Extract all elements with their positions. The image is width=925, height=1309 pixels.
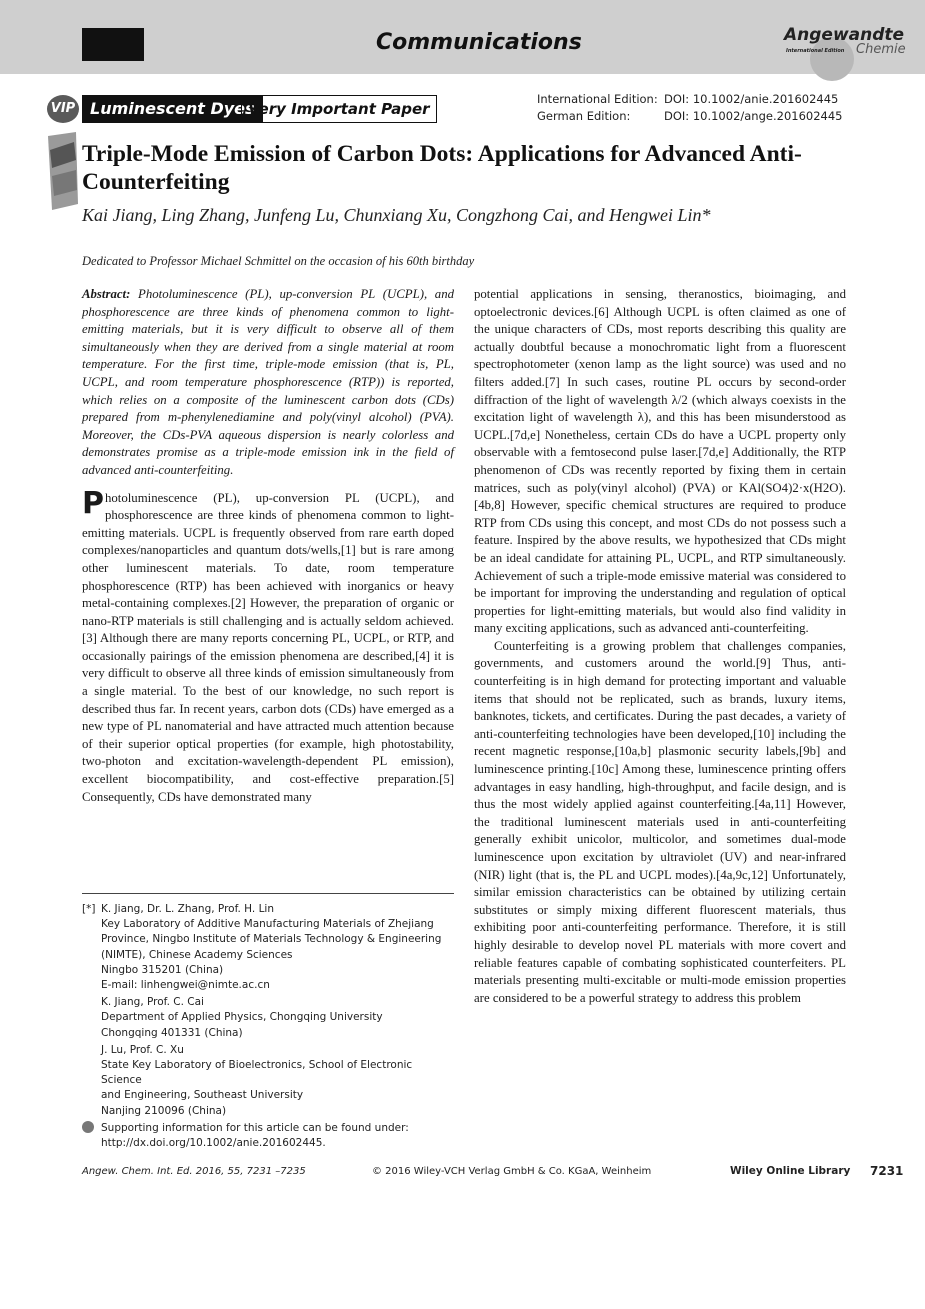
affiliation-line: K. Jiang, Prof. C. Cai bbox=[101, 996, 204, 1009]
affiliation-3 bbox=[101, 1043, 454, 1119]
category-tag: Luminescent Dyes bbox=[82, 95, 263, 123]
dedication: Dedicated to Professor Michael Schmittel on the occasion of his 60th birthday bbox=[82, 254, 475, 268]
affiliation-line: Province, Ningbo Institute of Materials Technology & Engineering bbox=[101, 933, 442, 946]
affiliation-line: J. Lu, Prof. C. Xu bbox=[101, 1043, 184, 1056]
doi-intl-value[interactable]: DOI: 10.1002/anie.201602445 bbox=[664, 92, 839, 106]
abstract-text: Photoluminescence (PL), up-conversion PL (UCPL), and phosphorescence are three kinds of phenomena common to light-emitting materials, but it is very difficult to observe all of them simultaneously when they are derived from a single material at room temperature. For the first time, triple-mode emission (that is, PL, UCPL, and room temperature phosphorescence (RTP)) is reported, which relies on a composite of the luminescent carbon dots (CDs) prepared from m-phenylenediamine and poly(vinyl alcohol) (PVA). Moreover, the CDs-PVA aqueous dispersion is nearly colorless and demonstrates promise as a triple-mode emission ink in the field of advanced anti-counterfeiting. bbox=[82, 287, 455, 477]
vip-label-tag: Very Important Paper bbox=[241, 95, 437, 123]
vip-badge: VIP bbox=[47, 95, 79, 123]
page-number: 7231 bbox=[870, 1164, 904, 1178]
abstract bbox=[82, 286, 454, 480]
header-band bbox=[0, 0, 925, 74]
abstract-label: Abstract: bbox=[82, 287, 131, 301]
paper-title: Triple-Mode Emission of Carbon Dots: Applications for Advanced Anti-Counterfeiting bbox=[82, 141, 802, 195]
affiliation-line: K. Jiang, Dr. L. Zhang, Prof. H. Lin bbox=[101, 903, 274, 915]
article-mark-icon bbox=[44, 130, 80, 214]
affiliation-1 bbox=[101, 902, 454, 993]
affiliation-line: and Engineering, Southeast University bbox=[101, 1089, 304, 1102]
affiliation-2 bbox=[101, 995, 454, 1041]
supporting-info-icon bbox=[82, 1121, 94, 1133]
drop-cap: P bbox=[82, 485, 104, 521]
body-text-right-2: Counterfeiting is a growing problem that challenges companies, governments, and customers around the world.[9] Thus, anti-counterfeiting is in high demand for protecting important and valuable items that should not be replicated, such as brands, luxury items, banknotes, tickets, and certificates. During the past decades, a variety of anti-counterfeiting technologies have been developed,[10] including the recent magnetic response,[10a,b] plasmonic security labels,[9b] and luminescence printing.[10c] Among these, luminescence printing offers advantages in easy handling, high-throughput, and facile design, and is thus the most widely applied against counterfeiting.[4a,11] However, the traditional luminescent materials used in anti-counterfeiting generally exhibit unicolor, multicolor, and sometimes dual-mode luminescence upon excitation by ultraviolet (UV) and near-infrared (NIR) light (that is, the PL and UCPL modes).[4a,9c,12] Unfortunately, similar emission characteristics can be obtained by utilizing certain substitutes or simply mixing different fluorescent materials, thus exhibiting poor anti-counterfeiting performance. Therefore, it is still highly desirable to develop novel PL materials with more covert and reliable features capable of combating sophisticated counterfeiters. PL materials presenting multi-excitable or multi-mode emission properties are considered to be a powerful strategy to address this problem bbox=[474, 638, 846, 1005]
supporting-info-text: Supporting information for this article can be found under: bbox=[101, 1121, 409, 1134]
affiliation-line: (NIMTE), Chinese Academy Sciences bbox=[101, 948, 293, 961]
section-title: Communications bbox=[376, 30, 582, 55]
affiliation-line: State Key Laboratory of Bioelectronics, School of Electronic Science bbox=[101, 1059, 413, 1087]
author-list: Kai Jiang, Ling Zhang, Junfeng Lu, Chunxiang Xu, Congzhong Cai, and Hengwei Lin* bbox=[82, 205, 711, 225]
email-link[interactable]: E-mail: linhengwei@nimte.ac.cn bbox=[101, 979, 270, 992]
journal-chemie: Chemie bbox=[856, 42, 906, 57]
doi-german-label: German Edition: bbox=[537, 109, 631, 123]
right-column bbox=[474, 286, 846, 1007]
left-column bbox=[82, 286, 454, 806]
body-text-right-1: potential applications in sensing, theranostics, bioimaging, and optoelectronic devices.[6] Although UCPL is often claimed as one of the unique characters of CDs, most reports describing this quality are actually doubtful because a monochromatic light from a fluorescent spectrophotometer (xenon lamp as the light source) was used and no filters added.[7] In such cases, routine PL occurs by second-order diffraction of the light of wavelength λ/2 (which always coexists in the excitation light of wavelength λ), and this has been misunderstood as UCPL.[7d,e] Nonetheless, certain CDs do have a UCPL property only observable with a femtosecond pulse laser.[7d,e] Additionally, the RTP phenomenon of CDs was recently reported by fixing them in certain matrices, such as poly(vinyl alcohol) (PVA) or KAl(SO4)2·x(H2O).[4b,8] However, specific chemical structures are required to produce RTP from CDs using this concept, and most CDs do not possess such a feature. Inspired by the above results, we hypothesized that CDs might be an ideal candidate for attaining PL, UCPL, and RTP simultaneously. Achievement of such a triple-mode emissive material was considered to be important for improving the understanding and regulation of optical properties for light-emitting materials, but would also find validity in many exciting applications, such as advanced anti-counterfeiting. bbox=[474, 287, 846, 636]
footnote-divider bbox=[82, 893, 454, 894]
doi-german-value[interactable]: DOI: 10.1002/ange.201602445 bbox=[664, 109, 843, 123]
body-text-left-1: hotoluminescence (PL), up-conversion PL (UCPL), and phosphorescence are three kinds of phenomena common to light-emitting materials. UCPL is frequently observed from rare earth doped complexes/nanoparticles and quantum dots/wells,[1] but is rare among other luminescent materials. To date, room temperature phosphorescence (RTP) has been achieved with inorganics or heavy metal-containing complexes.[2] However, the preparation of organic or nano-RTP materials is still challenging and is actually seldom achieved.[3] Although there are many reports concerning PL, UCPL, or RTP, and occasionally pairings of the emission phenomena are described,[4] it is very difficult to observe all three kinds of emission simultaneously from a single material. To the best of our knowledge, no such report is described thus far. In recent years, carbon dots (CDs) have emerged as a new type of PL nanomaterial and have attracted much attention because of their superior optical properties (for example, high photostability, two-photon and excitation-wavelength-dependent PL emission), excellent biocompatibility, and cost-effective preparation.[5] Consequently, CDs have demonstrated many bbox=[82, 490, 454, 804]
supporting-info bbox=[101, 1121, 454, 1151]
footnotes bbox=[82, 902, 454, 1151]
wiley-library-link[interactable]: Wiley Online Library bbox=[730, 1165, 851, 1177]
affiliation-line: Department of Applied Physics, Chongqing University bbox=[101, 1011, 383, 1024]
citation: Angew. Chem. Int. Ed. 2016, 55, 7231 –7235 bbox=[82, 1166, 306, 1177]
journal-logo bbox=[780, 25, 910, 69]
doi-intl-label: International Edition: bbox=[537, 92, 658, 106]
publisher-logo bbox=[82, 28, 144, 61]
copyright: © 2016 Wiley-VCH Verlag GmbH & Co. KGaA, Weinheim bbox=[372, 1166, 652, 1177]
affiliation-line: Key Laboratory of Additive Manufacturing Materials of Zhejiang bbox=[101, 918, 434, 931]
supporting-info-link[interactable]: http://dx.doi.org/10.1002/anie.201602445. bbox=[101, 1137, 326, 1150]
affiliation-line: Chongqing 401331 (China) bbox=[101, 1026, 243, 1039]
footnote-mark: [*] bbox=[82, 903, 96, 915]
journal-edition: International Edition bbox=[786, 48, 845, 54]
affiliation-line: Nanjing 210096 (China) bbox=[101, 1104, 227, 1117]
body-paragraph bbox=[82, 485, 454, 807]
journal-name: Angewandte bbox=[784, 25, 905, 45]
affiliation-line: Ningbo 315201 (China) bbox=[101, 963, 224, 976]
doi-info bbox=[537, 91, 842, 125]
